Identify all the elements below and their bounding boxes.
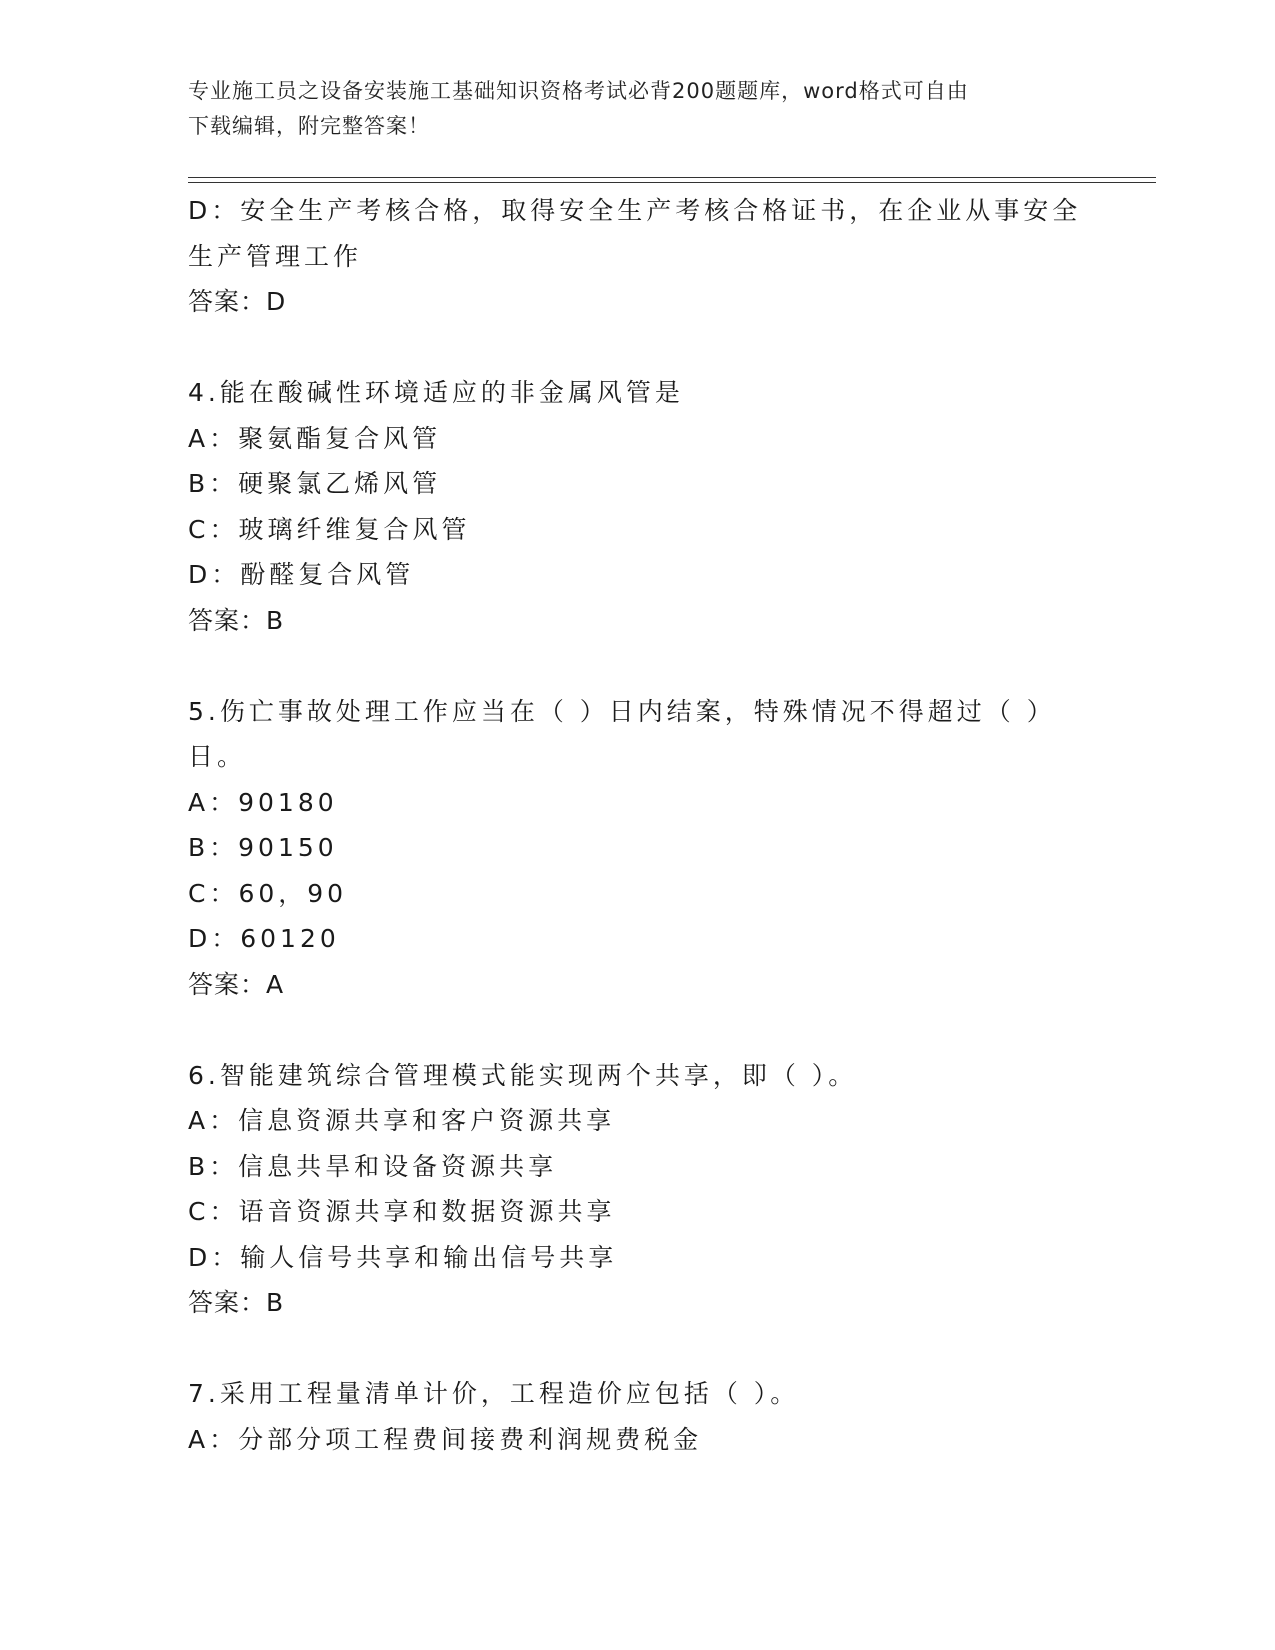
option-d: D：60120 — [188, 924, 340, 953]
header-line-2: 下载编辑，附完整答案！ — [188, 114, 430, 138]
option-c: C：玻璃纤维复合风管 — [188, 514, 471, 544]
question-stem: 6.智能建筑综合管理模式能实现两个共享，即（ ）。 — [188, 1060, 858, 1090]
option-a: A：聚氨酯复合风管 — [188, 423, 442, 453]
document-header — [188, 74, 1088, 144]
option-d: D：输人信号共享和输出信号共享 — [188, 1242, 618, 1272]
option-d: D：安全生产考核合格，取得安全生产考核合格证书，在企业从事安全 — [188, 196, 1082, 225]
option-a: A：信息资源共享和客户资源共享 — [188, 1106, 616, 1135]
question-stem: 4.能在酸碱性环境适应的非金属风管是 — [188, 378, 684, 407]
question-stem-continued: 日。 — [188, 742, 247, 771]
option-b: B：信息共旱和设备资源共享 — [188, 1151, 558, 1181]
header-divider-top — [188, 177, 1156, 178]
question-3-tail — [188, 188, 1088, 325]
question-6 — [188, 1053, 1088, 1326]
question-7 — [188, 1371, 1088, 1462]
question-4 — [188, 370, 1088, 643]
question-5 — [188, 689, 1088, 1008]
option-d-continued: 生产管理工作 — [188, 241, 363, 271]
answer: 答案：B — [188, 1288, 285, 1317]
option-b: B：90150 — [188, 833, 338, 862]
answer: 答案：A — [188, 969, 285, 999]
option-a: A：90180 — [188, 787, 338, 817]
header-divider-bottom — [188, 182, 1156, 183]
option-c: C：60，90 — [188, 878, 348, 908]
question-list — [188, 188, 1088, 1462]
question-stem: 7.采用工程量清单计价，工程造价应包括（ ）。 — [188, 1379, 800, 1408]
option-c: C：语音资源共享和数据资源共享 — [188, 1197, 616, 1226]
answer: 答案：D — [188, 287, 287, 316]
header-line-1: 专业施工员之设备安装施工基础知识资格考试必背200题题库，word格式可自由 — [188, 79, 969, 103]
question-stem: 5.伤亡事故处理工作应当在（ ）日内结案，特殊情况不得超过（ ） — [188, 696, 1056, 726]
option-d: D：酚醛复合风管 — [188, 560, 415, 589]
answer: 答案：B — [188, 605, 285, 635]
option-a: A：分部分项工程费间接费利润规费税金 — [188, 1424, 703, 1454]
option-b: B：硬聚氯乙烯风管 — [188, 469, 442, 498]
